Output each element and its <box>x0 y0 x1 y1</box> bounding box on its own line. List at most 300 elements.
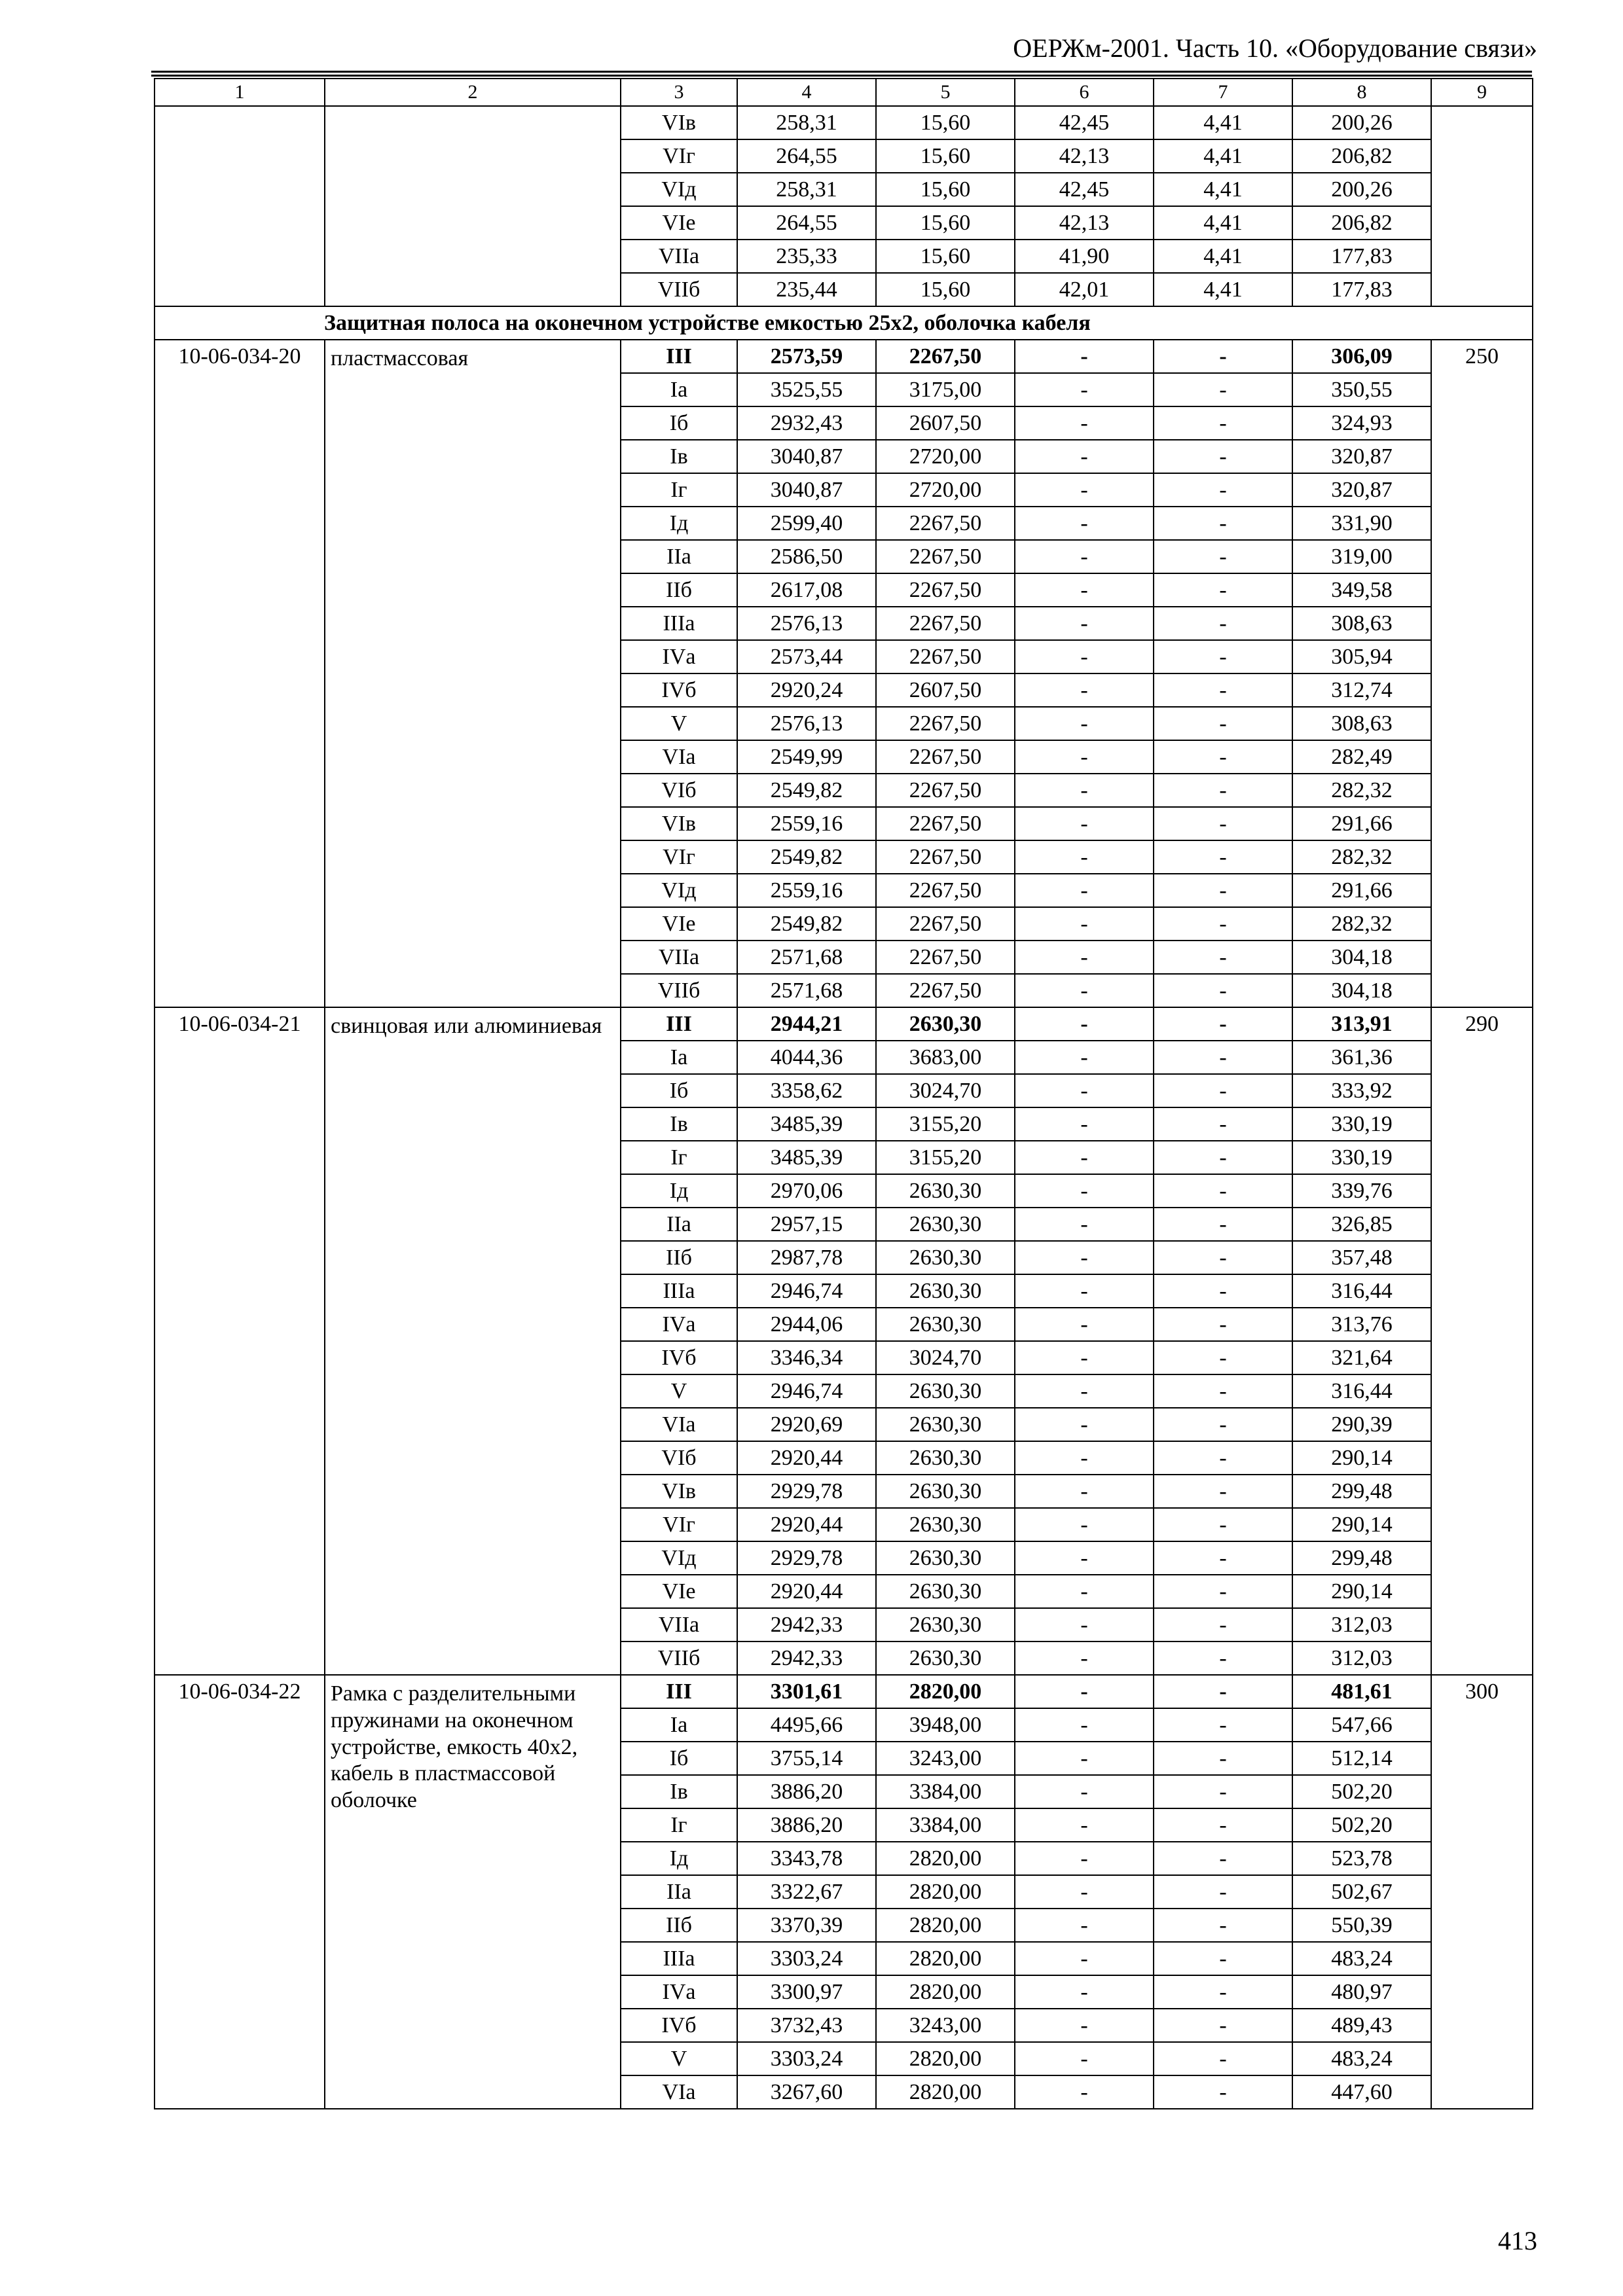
table-cell: - <box>1154 1208 1292 1241</box>
table-cell: - <box>1154 540 1292 573</box>
table-cell: 308,63 <box>1292 607 1431 640</box>
table-cell: 4,41 <box>1154 173 1292 206</box>
table-cell: VIг <box>621 840 737 874</box>
table-cell: Iг <box>621 1141 737 1174</box>
table-cell: 2267,50 <box>876 540 1015 573</box>
table-cell: - <box>1154 406 1292 440</box>
table-cell: IVа <box>621 1308 737 1341</box>
table-cell: 3732,43 <box>737 2009 876 2042</box>
table-cell: Iг <box>621 1808 737 1842</box>
table-cell: Iв <box>621 440 737 473</box>
table-cell: VIд <box>621 1541 737 1575</box>
table-cell: - <box>1154 2075 1292 2109</box>
table-cell: IVа <box>621 1975 737 2009</box>
table-cell: 483,24 <box>1292 2042 1431 2075</box>
table-cell: - <box>1015 373 1154 406</box>
table-cell: 42,01 <box>1015 273 1154 306</box>
table-cell: - <box>1154 974 1292 1007</box>
table-cell: - <box>1015 774 1154 807</box>
table-cell: Iб <box>621 406 737 440</box>
table-cell: - <box>1015 406 1154 440</box>
table-cell: IIа <box>621 540 737 573</box>
page-header-title: ОЕРЖм-2001. Часть 10. «Оборудование связи» <box>1013 33 1537 63</box>
name-cell <box>325 106 621 306</box>
table-cell: 2630,30 <box>876 1374 1015 1408</box>
table-cell: 2630,30 <box>876 1408 1015 1441</box>
table-cell: - <box>1015 573 1154 607</box>
table-cell: 2630,30 <box>876 1241 1015 1274</box>
table-cell: VIб <box>621 1441 737 1475</box>
table-cell: VIа <box>621 2075 737 2109</box>
table-cell: - <box>1015 1775 1154 1808</box>
table-cell: IVб <box>621 2009 737 2042</box>
table-cell: 290,14 <box>1292 1441 1431 1475</box>
table-cell: 547,66 <box>1292 1708 1431 1742</box>
table-cell: - <box>1154 1041 1292 1074</box>
table-cell: 550,39 <box>1292 1909 1431 1942</box>
table-cell: 2549,82 <box>737 840 876 874</box>
table-cell: - <box>1015 1608 1154 1641</box>
table-cell: 489,43 <box>1292 2009 1431 2042</box>
table-cell: 2630,30 <box>876 1541 1015 1575</box>
table-cell: VIа <box>621 740 737 774</box>
table-cell: - <box>1154 1374 1292 1408</box>
table-cell: - <box>1154 1408 1292 1441</box>
table-cell: - <box>1154 1808 1292 1842</box>
table-cell: - <box>1015 1308 1154 1341</box>
table-cell: 3040,87 <box>737 473 876 507</box>
table-cell: - <box>1154 2042 1292 2075</box>
table-cell: - <box>1154 507 1292 540</box>
table-cell: - <box>1154 473 1292 507</box>
table-cell: 282,32 <box>1292 774 1431 807</box>
table-cell: - <box>1015 1274 1154 1308</box>
table-cell: 42,13 <box>1015 206 1154 240</box>
table-cell: 2630,30 <box>876 1308 1015 1341</box>
table-cell: 282,32 <box>1292 840 1431 874</box>
table-cell: - <box>1015 840 1154 874</box>
table-cell: 2267,50 <box>876 774 1015 807</box>
table-cell: - <box>1154 2009 1292 2042</box>
table-cell: IVа <box>621 640 737 673</box>
table-cell: 320,87 <box>1292 440 1431 473</box>
table-cell: - <box>1154 1441 1292 1475</box>
table-cell: - <box>1015 673 1154 707</box>
table-cell: 2630,30 <box>876 1641 1015 1675</box>
column-number-cell: 2 <box>325 79 621 106</box>
table-cell: 258,31 <box>737 173 876 206</box>
table-cell: - <box>1015 1708 1154 1742</box>
table-cell: - <box>1015 2042 1154 2075</box>
table-cell: IVб <box>621 1341 737 1374</box>
table-cell: - <box>1154 874 1292 907</box>
table-cell: - <box>1015 540 1154 573</box>
page-number: 413 <box>1498 2226 1537 2255</box>
table-cell: - <box>1015 1141 1154 1174</box>
table-cell: 2267,50 <box>876 874 1015 907</box>
col9-cell: 290 <box>1431 1007 1533 1675</box>
table-cell: - <box>1154 340 1292 373</box>
table-cell: - <box>1015 974 1154 1007</box>
table-cell: 3370,39 <box>737 1909 876 1942</box>
table-cell: 42,45 <box>1015 106 1154 139</box>
table-cell: 483,24 <box>1292 1942 1431 1975</box>
table-cell: 2549,82 <box>737 774 876 807</box>
table-cell: 2920,24 <box>737 673 876 707</box>
table-cell: - <box>1015 1675 1154 1708</box>
table-cell: - <box>1154 1174 1292 1208</box>
table-cell: 3175,00 <box>876 373 1015 406</box>
table-cell: 312,03 <box>1292 1608 1431 1641</box>
table-cell: 3024,70 <box>876 1074 1015 1107</box>
table-cell: 4044,36 <box>737 1041 876 1074</box>
col9-cell: 250 <box>1431 340 1533 1007</box>
table-cell: 177,83 <box>1292 273 1431 306</box>
table-cell: 3322,67 <box>737 1875 876 1909</box>
table-cell: III <box>621 1675 737 1708</box>
column-number-cell: 9 <box>1431 79 1533 106</box>
table-cell: 2920,69 <box>737 1408 876 1441</box>
table-cell: - <box>1015 740 1154 774</box>
table-cell: 4,41 <box>1154 240 1292 273</box>
table-cell: - <box>1015 1007 1154 1041</box>
header-rule-top <box>151 71 1532 73</box>
table-cell: - <box>1015 340 1154 373</box>
table-cell: 2720,00 <box>876 473 1015 507</box>
table-cell: 2607,50 <box>876 673 1015 707</box>
table-cell: V <box>621 1374 737 1408</box>
table-cell: 3683,00 <box>876 1041 1015 1074</box>
section-title-row <box>155 306 1533 340</box>
table-cell: 2630,30 <box>876 1007 1015 1041</box>
table-cell: - <box>1154 1107 1292 1141</box>
table-cell: 324,93 <box>1292 406 1431 440</box>
table-cell: - <box>1154 1909 1292 1942</box>
column-number-cell: 8 <box>1292 79 1431 106</box>
table-cell: 523,78 <box>1292 1842 1431 1875</box>
table-row <box>155 340 1533 373</box>
table-cell: 320,87 <box>1292 473 1431 507</box>
table-cell: - <box>1015 1241 1154 1274</box>
table-cell: IVб <box>621 673 737 707</box>
table-cell: 333,92 <box>1292 1074 1431 1107</box>
table-cell: - <box>1015 707 1154 740</box>
table-cell: Iб <box>621 1742 737 1775</box>
column-number-cell: 1 <box>155 79 325 106</box>
table-cell: - <box>1154 1308 1292 1341</box>
table-cell: 15,60 <box>876 240 1015 273</box>
table-cell: - <box>1015 1808 1154 1842</box>
table-cell: III <box>621 340 737 373</box>
table-cell: 290,14 <box>1292 1508 1431 1541</box>
table-cell: 264,55 <box>737 139 876 173</box>
table-cell: 235,44 <box>737 273 876 306</box>
table-cell: - <box>1154 1541 1292 1575</box>
table-cell: 2267,50 <box>876 941 1015 974</box>
code-cell <box>155 106 325 306</box>
table-cell: - <box>1015 607 1154 640</box>
table-cell: V <box>621 707 737 740</box>
table-cell: - <box>1015 1842 1154 1875</box>
table-cell: - <box>1015 1909 1154 1942</box>
col9-cell <box>1431 106 1533 306</box>
table-cell: 3485,39 <box>737 1107 876 1141</box>
table-cell: 316,44 <box>1292 1374 1431 1408</box>
table-cell: - <box>1154 1608 1292 1641</box>
table-cell: III <box>621 1007 737 1041</box>
table-cell: VIIб <box>621 273 737 306</box>
table-cell: 305,94 <box>1292 640 1431 673</box>
table-cell: 2617,08 <box>737 573 876 607</box>
table-cell: 326,85 <box>1292 1208 1431 1241</box>
table-cell: - <box>1015 1508 1154 1541</box>
table-cell: 2630,30 <box>876 1208 1015 1241</box>
table-cell: VIIа <box>621 941 737 974</box>
table-cell: 2820,00 <box>876 2075 1015 2109</box>
table-cell: Iв <box>621 1107 737 1141</box>
table-cell: VIв <box>621 807 737 840</box>
table-cell: - <box>1154 1508 1292 1541</box>
table-cell: 316,44 <box>1292 1274 1431 1308</box>
table-cell: Iв <box>621 1775 737 1808</box>
table-cell: 42,13 <box>1015 139 1154 173</box>
table-cell: 4,41 <box>1154 273 1292 306</box>
table-cell: 502,20 <box>1292 1808 1431 1842</box>
column-number-row <box>155 79 1533 106</box>
rate-name-cell: свинцовая или алюминиевая <box>325 1007 621 1675</box>
table-cell: 3525,55 <box>737 373 876 406</box>
table-cell: 447,60 <box>1292 2075 1431 2109</box>
table-cell: Iд <box>621 1174 737 1208</box>
column-number-cell: 7 <box>1154 79 1292 106</box>
column-number-cell: 4 <box>737 79 876 106</box>
table-cell: 2820,00 <box>876 1875 1015 1909</box>
table-cell: 2920,44 <box>737 1575 876 1608</box>
table-cell: 2929,78 <box>737 1541 876 1575</box>
table-cell: 339,76 <box>1292 1174 1431 1208</box>
table-cell: 3303,24 <box>737 2042 876 2075</box>
table-cell: 2267,50 <box>876 573 1015 607</box>
rate-name-cell: пластмассовая <box>325 340 621 1007</box>
table-cell: IIIа <box>621 607 737 640</box>
table-cell: - <box>1154 1141 1292 1174</box>
table-cell: - <box>1154 440 1292 473</box>
table-cell: 264,55 <box>737 206 876 240</box>
table-cell: 2599,40 <box>737 507 876 540</box>
table-cell: 2929,78 <box>737 1475 876 1508</box>
rate-name-cell: Рамка с разделительными пружинами на оконечном устройстве, емкость 40x2, кабель в пластмассовой оболочке <box>325 1675 621 2109</box>
table-cell: 2267,50 <box>876 640 1015 673</box>
table-cell: 313,91 <box>1292 1007 1431 1041</box>
table-cell: 15,60 <box>876 139 1015 173</box>
table-cell: 2820,00 <box>876 1909 1015 1942</box>
table-cell: - <box>1154 807 1292 840</box>
table-cell: 2267,50 <box>876 974 1015 1007</box>
table-cell: 282,32 <box>1292 907 1431 941</box>
table-cell: VIд <box>621 874 737 907</box>
table-cell: 2820,00 <box>876 1975 1015 2009</box>
table-cell: - <box>1015 1742 1154 1775</box>
table-cell: - <box>1154 1575 1292 1608</box>
table-cell: - <box>1154 740 1292 774</box>
table-cell: - <box>1015 2075 1154 2109</box>
table-cell: 206,82 <box>1292 139 1431 173</box>
header-rule-bottom <box>151 75 1532 77</box>
table-cell: - <box>1015 1975 1154 2009</box>
table-cell: 4,41 <box>1154 206 1292 240</box>
table-cell: 304,18 <box>1292 941 1431 974</box>
table-cell: 2630,30 <box>876 1174 1015 1208</box>
table-cell: 3755,14 <box>737 1742 876 1775</box>
table-cell: 2559,16 <box>737 807 876 840</box>
table-cell: 312,03 <box>1292 1641 1431 1675</box>
table-cell: 2607,50 <box>876 406 1015 440</box>
table-cell: 291,66 <box>1292 874 1431 907</box>
table-cell: 15,60 <box>876 173 1015 206</box>
table-cell: 308,63 <box>1292 707 1431 740</box>
table-cell: 4,41 <box>1154 139 1292 173</box>
table-cell: IIIа <box>621 1942 737 1975</box>
table-cell: 3384,00 <box>876 1775 1015 1808</box>
table-cell: IIб <box>621 1909 737 1942</box>
table-cell: 512,14 <box>1292 1742 1431 1775</box>
table-cell: 304,18 <box>1292 974 1431 1007</box>
table-cell: - <box>1015 1408 1154 1441</box>
section-title: Защитная полоса на оконечном устройстве емкостью 25x2, оболочка кабеля <box>155 306 1533 340</box>
table-cell: 4495,66 <box>737 1708 876 1742</box>
table-cell: 41,90 <box>1015 240 1154 273</box>
table-cell: VIе <box>621 206 737 240</box>
table-cell: VIд <box>621 173 737 206</box>
table-cell: 2559,16 <box>737 874 876 907</box>
table-cell: - <box>1015 941 1154 974</box>
table-cell: 2942,33 <box>737 1608 876 1641</box>
table-cell: 312,74 <box>1292 673 1431 707</box>
table-cell: 361,36 <box>1292 1041 1431 1074</box>
table-cell: - <box>1015 507 1154 540</box>
table-cell: 3886,20 <box>737 1775 876 1808</box>
table-cell: - <box>1015 907 1154 941</box>
table-cell: - <box>1015 1174 1154 1208</box>
table-cell: - <box>1015 1374 1154 1408</box>
table-cell: 3343,78 <box>737 1842 876 1875</box>
table-cell: VIв <box>621 1475 737 1508</box>
table-cell: 3155,20 <box>876 1141 1015 1174</box>
table-cell: Iг <box>621 473 737 507</box>
table-cell: IIб <box>621 1241 737 1274</box>
table-cell: - <box>1015 1575 1154 1608</box>
table-cell: - <box>1154 1742 1292 1775</box>
table-cell: VIIа <box>621 240 737 273</box>
table-cell: 502,20 <box>1292 1775 1431 1808</box>
table-cell: - <box>1154 1875 1292 1909</box>
table-cell: 331,90 <box>1292 507 1431 540</box>
table-cell: 3886,20 <box>737 1808 876 1842</box>
table-cell: 2630,30 <box>876 1508 1015 1541</box>
table-cell: VIIб <box>621 974 737 1007</box>
table-cell: VIе <box>621 907 737 941</box>
table-cell: 3485,39 <box>737 1141 876 1174</box>
table-cell: 290,14 <box>1292 1575 1431 1608</box>
table-cell: Iб <box>621 1074 737 1107</box>
table-cell: 502,67 <box>1292 1875 1431 1909</box>
rates-table <box>154 78 1533 2109</box>
table-cell: - <box>1154 373 1292 406</box>
table-cell: 3267,60 <box>737 2075 876 2109</box>
table-cell: 3040,87 <box>737 440 876 473</box>
table-cell: - <box>1154 640 1292 673</box>
table-cell: 206,82 <box>1292 206 1431 240</box>
table-cell: 2630,30 <box>876 1475 1015 1508</box>
table-cell: 2576,13 <box>737 607 876 640</box>
table-cell: Iд <box>621 507 737 540</box>
table-cell: - <box>1015 807 1154 840</box>
table-cell: - <box>1015 473 1154 507</box>
table-cell: - <box>1154 907 1292 941</box>
table-cell: 480,97 <box>1292 1975 1431 2009</box>
table-cell: V <box>621 2042 737 2075</box>
table-cell: 319,00 <box>1292 540 1431 573</box>
table-cell: - <box>1154 1074 1292 1107</box>
table-cell: 2820,00 <box>876 2042 1015 2075</box>
rate-code-cell: 10-06-034-22 <box>155 1675 325 2109</box>
table-cell: 330,19 <box>1292 1107 1431 1141</box>
table-cell: 2946,74 <box>737 1374 876 1408</box>
table-cell: 349,58 <box>1292 573 1431 607</box>
table-row <box>155 1007 1533 1041</box>
table-cell: VIв <box>621 106 737 139</box>
table-cell: - <box>1154 1241 1292 1274</box>
table-cell: 2987,78 <box>737 1241 876 1274</box>
table-cell: 3358,62 <box>737 1074 876 1107</box>
table-cell: VIа <box>621 1408 737 1441</box>
table-cell: 330,19 <box>1292 1141 1431 1174</box>
column-number-cell: 6 <box>1015 79 1154 106</box>
table-body <box>155 79 1533 2109</box>
table-cell: 177,83 <box>1292 240 1431 273</box>
table-cell: 2720,00 <box>876 440 1015 473</box>
column-number-cell: 5 <box>876 79 1015 106</box>
table-cell: 299,48 <box>1292 1541 1431 1575</box>
table-cell: 2970,06 <box>737 1174 876 1208</box>
table-cell: 2920,44 <box>737 1508 876 1541</box>
table-cell: 200,26 <box>1292 106 1431 139</box>
table-cell: 291,66 <box>1292 807 1431 840</box>
table-cell: - <box>1154 1675 1292 1708</box>
table-cell: 2630,30 <box>876 1608 1015 1641</box>
table-cell: 2267,50 <box>876 907 1015 941</box>
table-cell: 2267,50 <box>876 807 1015 840</box>
table-cell: 200,26 <box>1292 173 1431 206</box>
table-cell: - <box>1015 1341 1154 1374</box>
table-cell: 481,61 <box>1292 1675 1431 1708</box>
table-cell: 321,64 <box>1292 1341 1431 1374</box>
table-cell: 3243,00 <box>876 1742 1015 1775</box>
table-cell: 2820,00 <box>876 1842 1015 1875</box>
table-cell: - <box>1015 1074 1154 1107</box>
table-cell: - <box>1154 1975 1292 2009</box>
col9-cell: 300 <box>1431 1675 1533 2109</box>
table-cell: 2267,50 <box>876 607 1015 640</box>
table-cell: 2630,30 <box>876 1575 1015 1608</box>
rates-table-container <box>154 78 1532 2109</box>
table-cell: 2946,74 <box>737 1274 876 1308</box>
table-cell: - <box>1015 640 1154 673</box>
table-cell: 15,60 <box>876 206 1015 240</box>
table-cell: - <box>1154 1708 1292 1742</box>
table-cell: - <box>1154 1842 1292 1875</box>
table-cell: 2630,30 <box>876 1274 1015 1308</box>
